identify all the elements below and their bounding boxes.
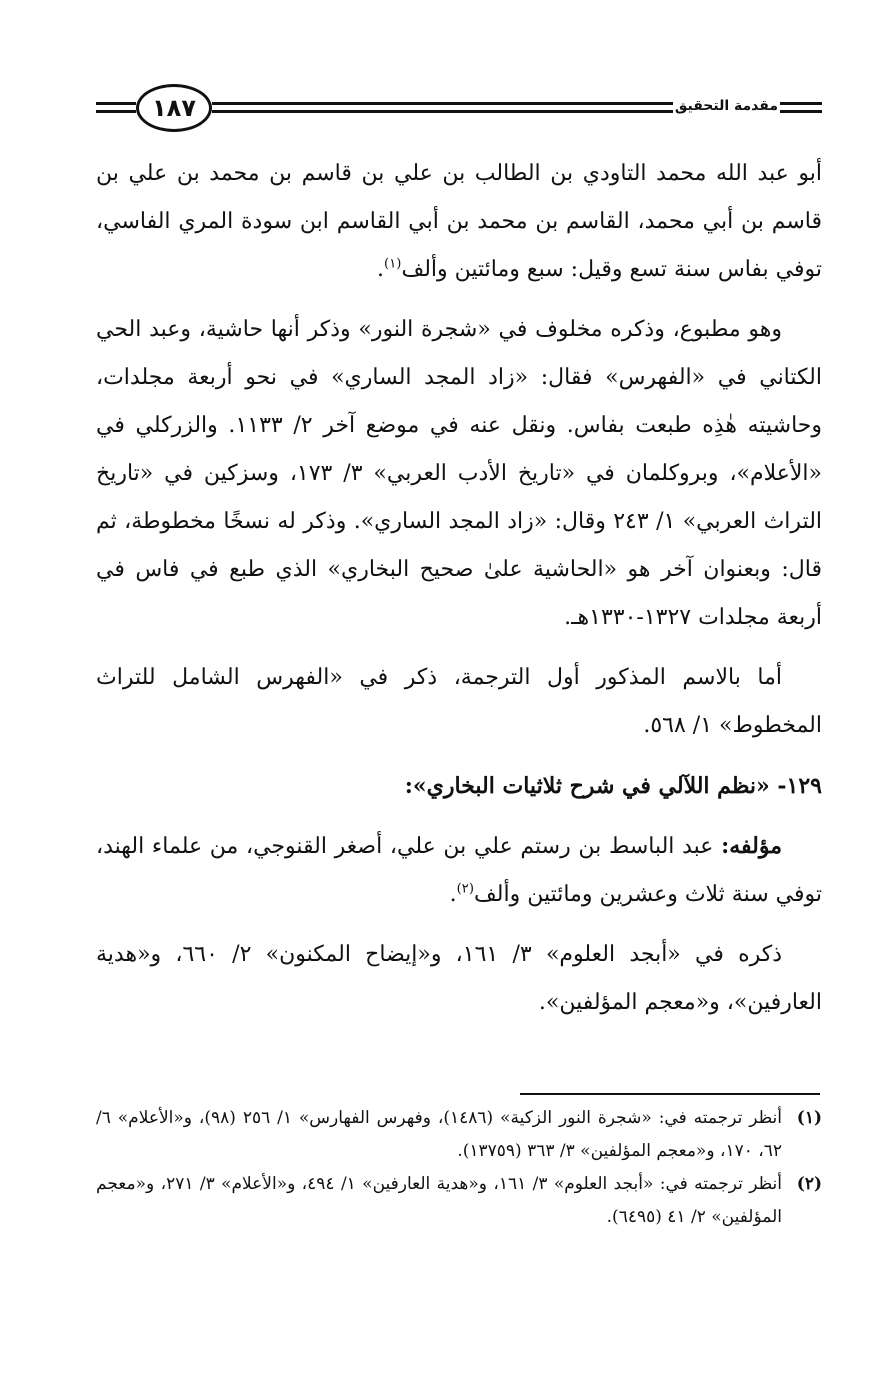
footnote-text: أنظر ترجمته في: «أبجد العلوم» ٣/ ١٦١، و«هدية العارفين» ١/ ٤٩٤، و«الأعلام» ٣/ ٢٧١، و«معجم المؤلفين» ٢/ ٤١ (٦٤٩٥).	[96, 1174, 782, 1227]
page-number: ١٨٧	[136, 84, 212, 132]
paragraph-sources	[96, 306, 822, 642]
page-header	[96, 80, 822, 140]
paragraph-references	[96, 931, 822, 1027]
paragraph-author	[96, 822, 822, 919]
header-rule	[780, 102, 822, 105]
footnote-ref: (٢)	[456, 881, 474, 897]
paragraph-text: أبو عبد الله محمد التاودي بن الطالب بن علي بن قاسم بن محمد بن علي بن قاسم بن أبي محمد، القاسم بن محمد بن أبي القاسم ابن سودة المري الفاسي، توفي بفاس سنة تسع وقيل: سبع ومائتين وألف	[96, 161, 822, 282]
paragraph-text: ذكره في «أبجد العلوم» ٣/ ١٦١، و«إيضاح المكنون» ٢/ ٦٦٠، و«هدية العارفين»، و«معجم المؤلفين».	[96, 942, 822, 1015]
footnotes	[96, 1102, 822, 1234]
footnote-divider	[520, 1093, 820, 1095]
paragraph-end: .	[377, 257, 385, 282]
header-rule	[212, 102, 722, 105]
header-rule	[212, 110, 722, 113]
paragraph-text: عبد الباسط بن رستم علي بن علي، أصغر القنوجي، من علماء الهند، توفي سنة ثلاث وعشرين ومائتين وألف	[96, 834, 822, 907]
footnote	[96, 1102, 822, 1168]
header-rule	[96, 102, 136, 105]
header-rule	[780, 110, 822, 113]
paragraph-title-note	[96, 654, 822, 750]
footnote-number: (١)	[796, 1108, 822, 1128]
footnote-text: أنظر ترجمته في: «شجرة النور الزكية» (١٤٨٦)، وفهرس الفهارس» ١/ ٢٥٦ (٩٨)، و«الأعلام» ٦/ ٦٢، ١٧٠، و«معجم المؤلفين» ٣/ ٣٦٣ (١٣٧٥٩).	[96, 1108, 782, 1161]
paragraph-text: أما بالاسم المذكور أول الترجمة، ذكر في «الفهرس الشامل للتراث المخطوط» ١/ ٥٦٨.	[96, 665, 822, 738]
entry-heading	[96, 762, 822, 810]
author-label: مؤلفه:	[721, 833, 782, 859]
paragraph-biography	[96, 150, 822, 294]
footnote-number: (٢)	[796, 1174, 822, 1194]
running-title	[674, 92, 780, 120]
footnote	[96, 1168, 822, 1234]
paragraph-text: وهو مطبوع، وذكره مخلوف في «شجرة النور» وذكر أنها حاشية، وعبد الحي الكتاني في «الفهرس» فقال: «زاد المجد الساري» في نحو أربعة مجلدات، وحاشيته هٰذِه طبعت بفاس. ونقل عنه في موضع آخر ٢/ ١١٣٣. والزركلي في «الأعلام»، وبروكلمان في «تاريخ الأدب العربي» ٣/ ١٧٣، وسزكين في «تاريخ التراث العربي» ١/ ٢٤٣ وقال: «زاد المجد الساري». وذكر له نسخًا مخطوطة، ثم قال: وبعنوان آخر هو «الحاشية علىٰ صحيح البخاري» الذي طبع في فاس في أربعة مجلدات ١٣٢٧-١٣٣٠هـ.	[96, 317, 823, 630]
footnote-ref: (١)	[384, 256, 402, 272]
main-text	[96, 150, 822, 1039]
header-rule	[96, 110, 136, 113]
running-title-text: مقدمة التحقيق	[674, 98, 778, 114]
paragraph-end: .	[449, 882, 457, 907]
entry-heading-text: ١٢٩- «نظم اللآلي في شرح ثلاثيات البخاري»:	[404, 773, 822, 799]
